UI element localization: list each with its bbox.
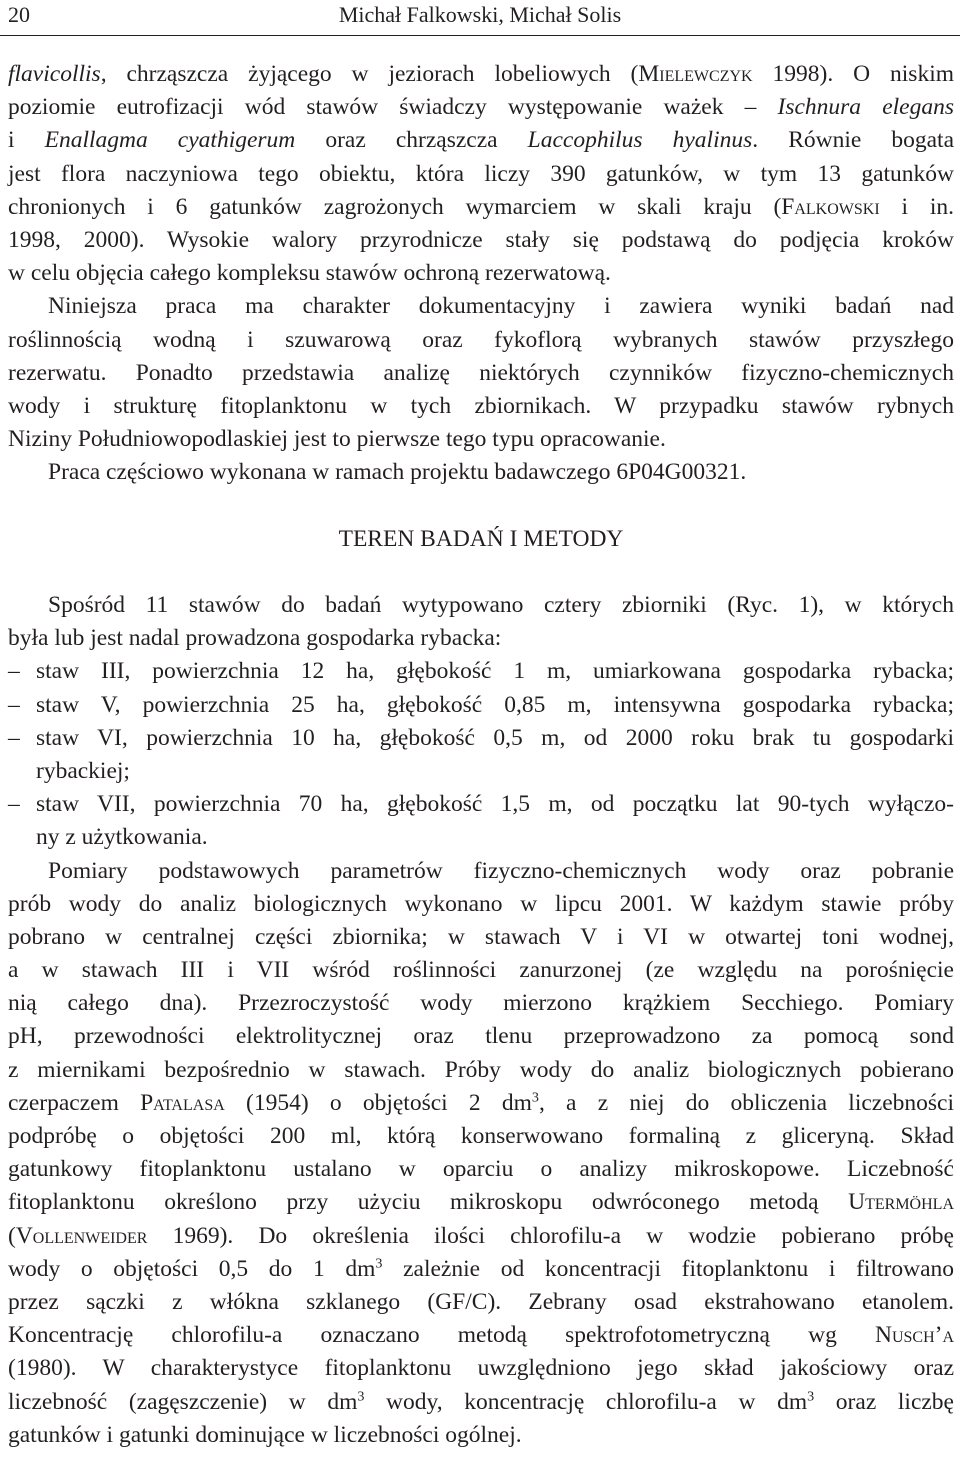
running-head: Michał Falkowski, Michał Solis — [338, 2, 622, 27]
text-span: poziomie eutrofizacji wód stawów świadczy występowanie ważek – — [8, 94, 778, 121]
author-citation: Vollenweider — [15, 1222, 148, 1249]
text-line: 1998, 2000). Wysokie walory przyrodnicze stały się podstawą do podjęcia kroków — [8, 226, 954, 253]
text-line: przez sączki z włókna szklanego (GF/C). Zebrany osad ekstrahowano etanolem. — [8, 1288, 954, 1315]
text-line: Niziny Południowopodlaskiej jest to pierwsze tego typu opracowanie. — [8, 426, 666, 453]
text-line: z miernikami bezpośrednio w stawach. Próby wody do analiz biologicznych pobierano — [8, 1056, 954, 1083]
text-span: wody, koncentrację chlorofilu-a w dm — [364, 1388, 808, 1415]
text-line — [8, 1386, 954, 1419]
text-line — [8, 91, 954, 124]
list-dash: – — [8, 724, 20, 751]
author-citation: Falkowski — [781, 193, 880, 220]
text-line: roślinnością wodną i szuwarową oraz fykoflorą wybranych stawów przyszłego — [8, 326, 954, 353]
list-item-continuation: ny z użytkowania. — [36, 824, 208, 851]
text-span: i — [8, 127, 45, 154]
pond-list — [8, 655, 954, 854]
text-span: i in. — [879, 193, 954, 220]
species-name: Laccophilus hyalinus — [527, 127, 753, 154]
list-item — [8, 689, 954, 722]
superscript: 3 — [531, 1089, 539, 1106]
paragraph-study-sites — [8, 589, 954, 655]
text-span: 1998). O niskim — [752, 61, 955, 87]
text-span: . Równie bogata — [752, 127, 955, 154]
text-line: (1980). W charakterystyce fitoplanktonu uwzględniono jego skład jakościowy oraz — [8, 1355, 954, 1382]
superscript: 3 — [807, 1388, 815, 1405]
text-span: staw V, powierzchnia 25 ha, głębokość 0,85 m, intensywna gospodarka rybacka; — [36, 691, 954, 718]
text-line: podpróbę o objętości 200 ml, którą konserwowano formaliną z gliceryną. Skład — [8, 1123, 954, 1149]
text-span: , chrząszcza żyjącego w jeziorach lobeliowych ( — [100, 61, 639, 87]
text-span: wody o objętości 0,5 do 1 dm — [8, 1255, 376, 1282]
text-line: Spośród 11 stawów do badań wytypowano cztery zbiorniki (Ryc. 1), w których — [48, 592, 954, 618]
text-span: chronionych i 6 gatunków zagrożonych wymarciem w skali kraju ( — [8, 193, 782, 220]
text-line: wody i strukturę fitoplanktonu w tych zbiornikach. W przypadku stawów rybnych — [8, 392, 954, 419]
text-span: fitoplanktonu określono przy użyciu mikroskopu odwróconego metodą — [8, 1189, 849, 1216]
text-line — [8, 191, 954, 224]
text-line — [8, 1186, 954, 1219]
page-number: 20 — [8, 2, 30, 27]
author-citation: Nusch’a — [874, 1322, 954, 1349]
text-span: staw VII, powierzchnia 70 ha, głębokość 1,5 m, od początku lat 90-tych wyłączo- — [36, 791, 954, 818]
list-dash: – — [8, 691, 20, 718]
text-span: czerpaczem — [8, 1089, 141, 1116]
text-span: staw III, powierzchnia 12 ha, głębokość 1 m, umiarkowana gospodarka rybacka; — [36, 658, 954, 685]
text-line: Niniejsza praca ma charakter dokumentacyjny i zawiera wyniki badań nad — [48, 293, 954, 320]
list-dash: – — [8, 658, 20, 685]
text-span: 1969). Do określenia ilości chlorofilu-a w wodzie pobierano próbę — [147, 1222, 954, 1249]
superscript: 3 — [375, 1255, 383, 1272]
superscript: 3 — [357, 1388, 365, 1405]
text-line: Praca częściowo wykonana w ramach projektu badawczego 6P04G00321. — [48, 459, 747, 486]
author-citation: Mielewczyk — [638, 61, 753, 87]
text-line: jest flora naczyniowa tego obiektu, która liczy 390 gatunków, w tym 13 gatunków — [8, 160, 954, 187]
section-heading: TEREN BADAŃ I METODY — [338, 525, 624, 552]
text-span: (1954) o objętości 2 dm — [224, 1089, 532, 1116]
list-item — [8, 788, 954, 821]
species-name: Ischnura elegans — [777, 94, 954, 121]
paragraph-scope — [8, 290, 954, 456]
paragraph-intro-continuation — [8, 58, 954, 290]
text-span: , a z niej do obliczenia liczebności — [538, 1089, 954, 1116]
author-citation: Patalasa — [140, 1089, 225, 1116]
text-span: ( — [8, 1222, 16, 1249]
text-span: oraz liczbę — [814, 1388, 954, 1415]
text-span: liczebność (zagęszczenie) w dm — [8, 1388, 358, 1415]
text-line — [8, 1319, 954, 1352]
paragraph-funding — [8, 456, 954, 489]
page-header — [0, 0, 960, 36]
species-name: flavicollis — [8, 61, 101, 87]
text-line: była lub jest nadal prowadzona gospodarka rybacka: — [8, 625, 502, 652]
text-span: Koncentrację chlorofilu-a oznaczano metodą spektrofotometryczną wg — [8, 1322, 875, 1349]
text-line: nią całego dna). Przezroczystość wody mierzono krążkiem Secchiego. Pomiary — [8, 990, 954, 1017]
text-line: w celu objęcia całego kompleksu stawów ochroną rezerwatową. — [8, 260, 611, 287]
list-item — [8, 722, 954, 755]
text-line — [8, 58, 954, 91]
text-line: gatunkowy fitoplanktonu ustalano w oparciu o analizy mikroskopowe. Liczebność — [8, 1156, 954, 1183]
text-line — [8, 1253, 954, 1286]
text-span: staw VI, powierzchnia 10 ha, głębokość 0,5 m, od 2000 roku brak tu gospodarki — [36, 724, 954, 751]
list-dash: – — [8, 791, 20, 818]
text-line: gatunków i gatunki dominujące w liczebności ogólnej. — [8, 1421, 522, 1448]
text-line: Pomiary podstawowych parametrów fizyczno-chemicznych wody oraz pobranie — [48, 857, 954, 884]
body-text — [8, 58, 954, 1452]
text-line: pobrano w centralnej części zbiornika; w stawach V i VI w otwartej toni wodnej, — [8, 923, 954, 950]
text-span: zależnie od koncentracji fitoplanktonu i filtrowano — [382, 1255, 954, 1282]
text-span: oraz chrząszcza — [295, 127, 528, 154]
text-line — [8, 124, 954, 157]
text-line: rezerwatu. Ponadto przedstawia analizę niektórych czynników fizyczno-chemicznych — [8, 359, 954, 386]
text-line: pH, przewodności elektrolitycznej oraz tlenu przeprowadzono za pomocą sond — [8, 1023, 954, 1050]
paragraph-methods — [8, 855, 954, 1452]
text-line: a w stawach III i VII wśród roślinności zanurzonej (ze względu na porośnięcie — [8, 957, 954, 984]
text-line — [8, 1220, 954, 1253]
list-item-continuation: rybackiej; — [36, 757, 130, 784]
author-citation: Utermöhla — [848, 1189, 954, 1216]
species-name: Enallagma cyathigerum — [44, 127, 296, 154]
text-line: prób wody do analiz biologicznych wykonano w lipcu 2001. W każdym stawie próby — [8, 890, 954, 917]
text-line — [8, 1087, 954, 1120]
list-item — [8, 655, 954, 688]
